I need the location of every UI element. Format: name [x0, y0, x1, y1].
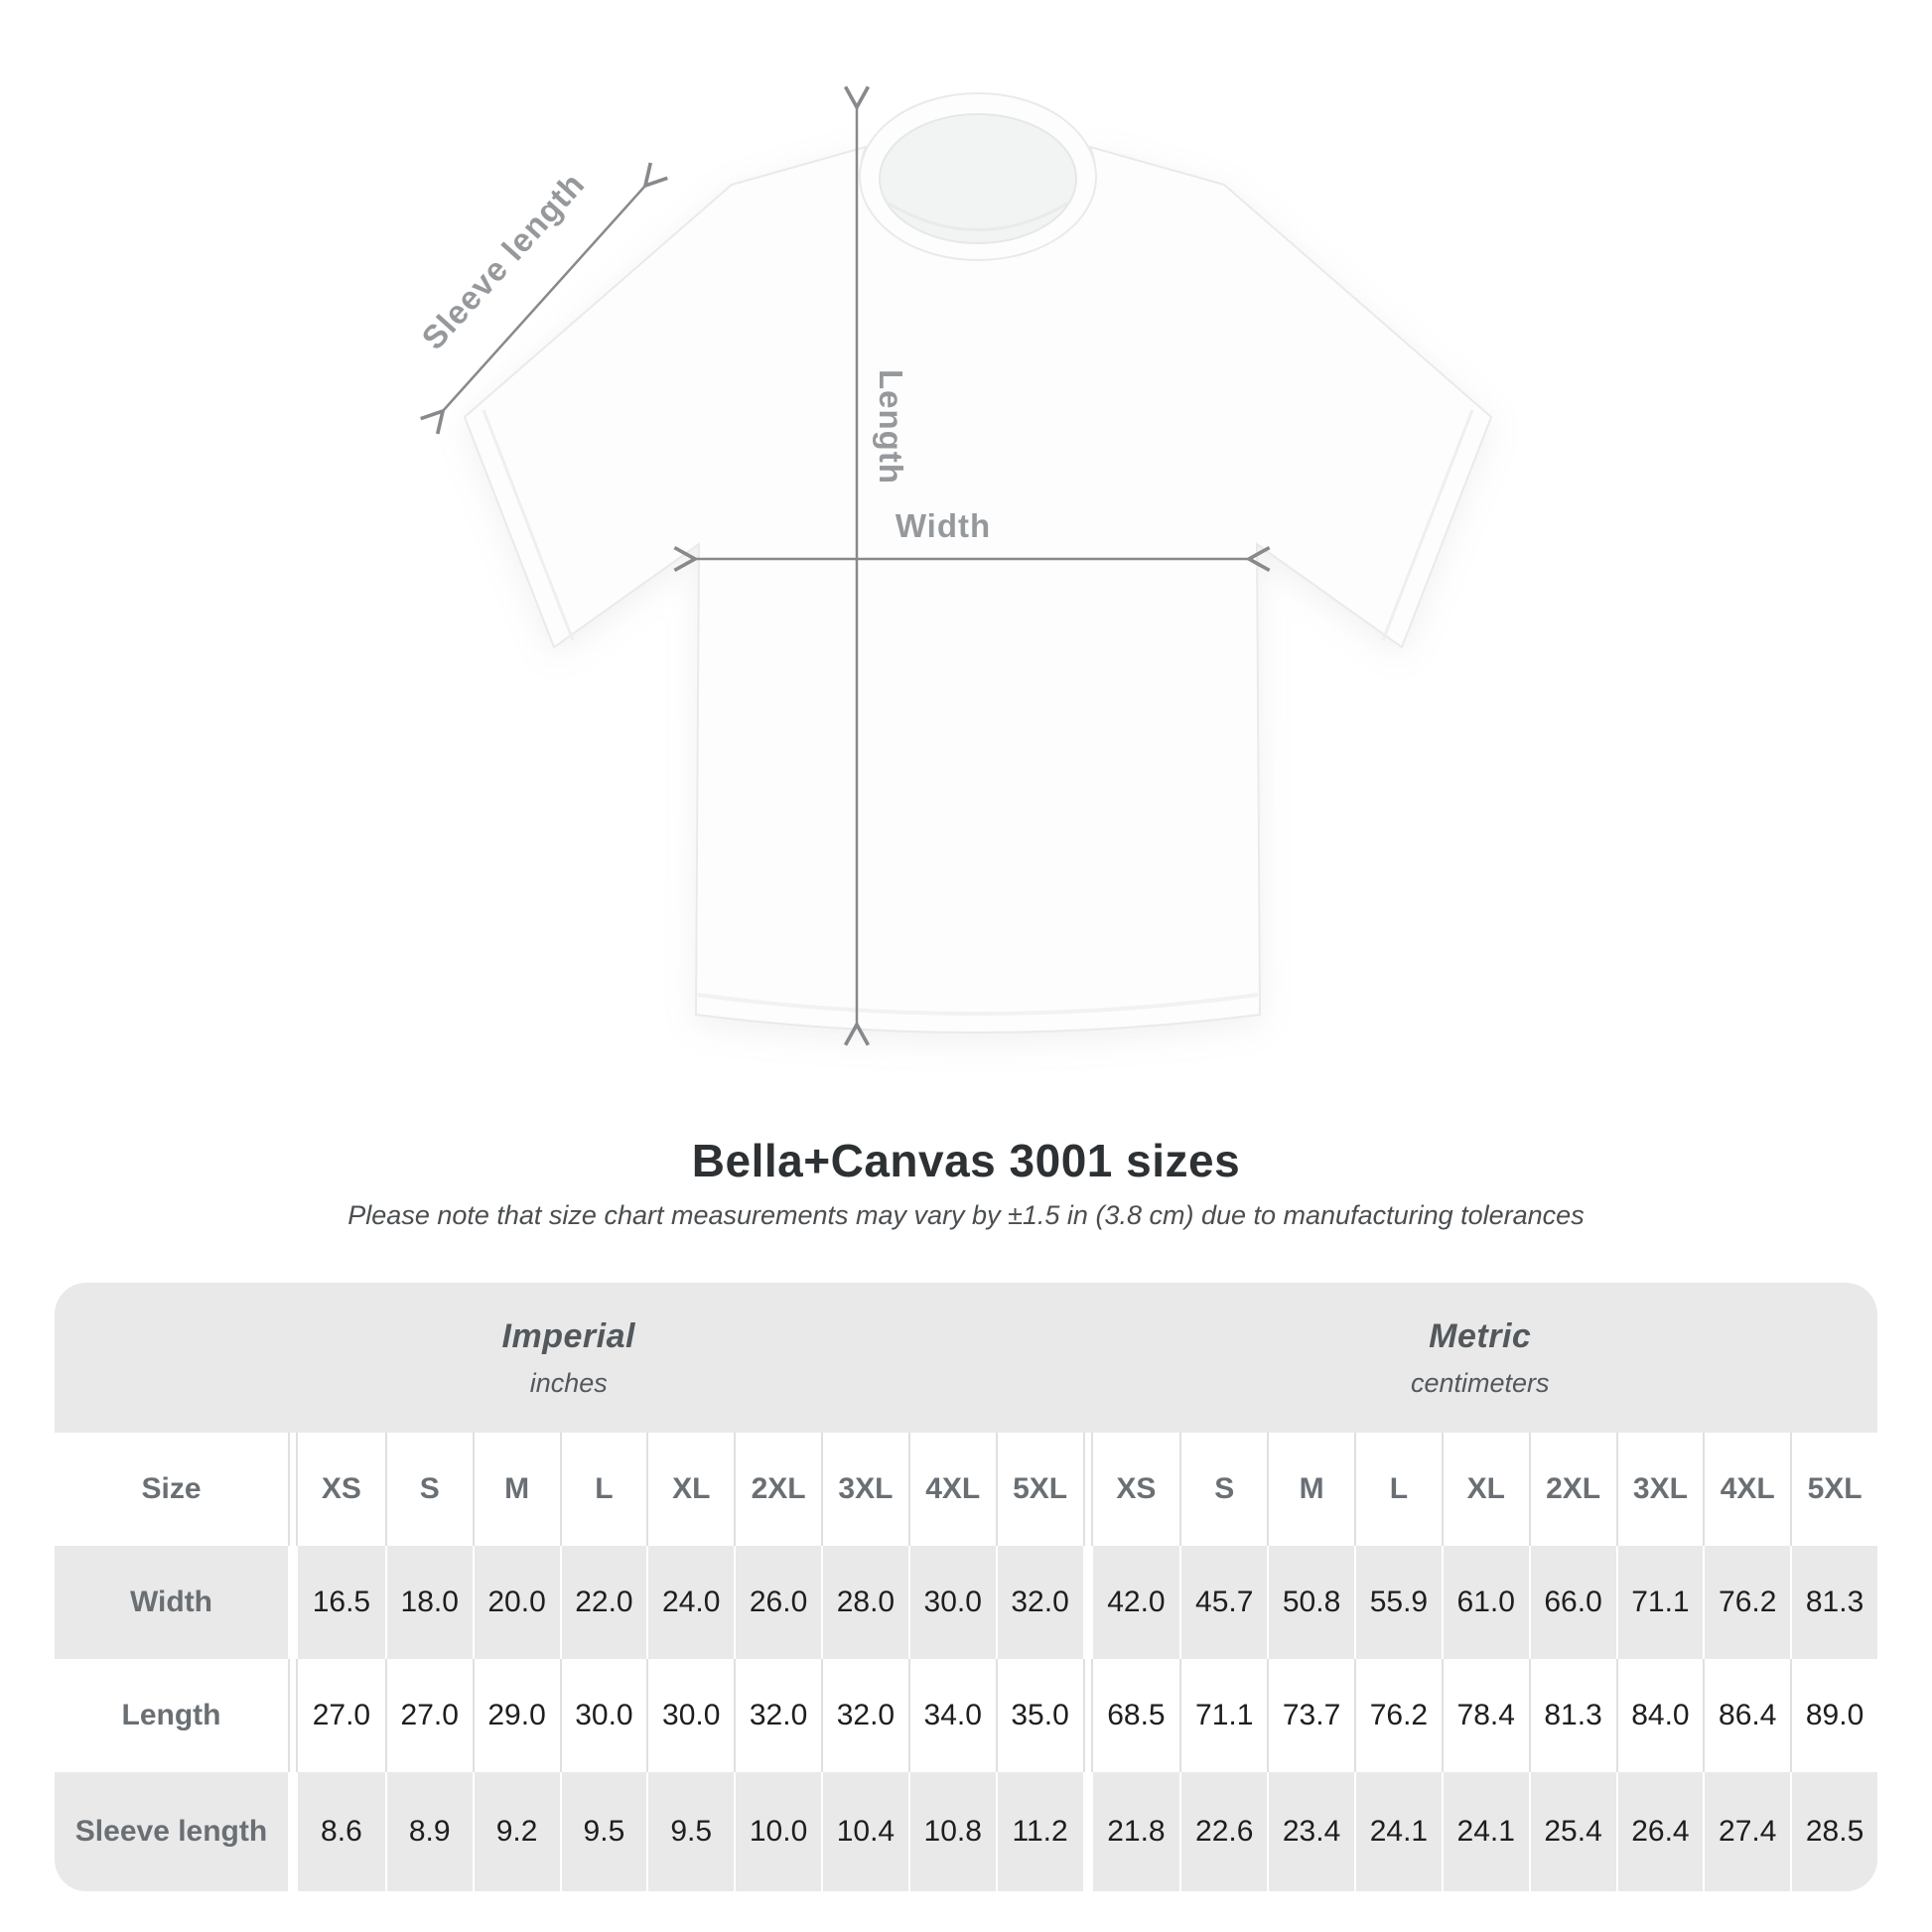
value-cell: 30.0: [560, 1659, 647, 1772]
value-cell: 84.0: [1616, 1659, 1704, 1772]
value-cell: 26.0: [734, 1546, 821, 1659]
metric-unit: centimeters: [1410, 1367, 1550, 1398]
value-cell: 61.0: [1442, 1546, 1529, 1659]
value-cell: 30.0: [646, 1659, 734, 1772]
size-table: [55, 1283, 1877, 1891]
width-label: Width: [895, 507, 992, 544]
table-header-row: [55, 1433, 1877, 1546]
imperial-label: Imperial: [501, 1316, 635, 1355]
value-cell: 21.8: [1093, 1772, 1180, 1891]
size-col-header-metric-5xl: 5XL: [1790, 1433, 1877, 1546]
value-cell: 29.0: [473, 1659, 560, 1772]
size-col-header-imperial-5xl: 5XL: [996, 1433, 1083, 1546]
page-title: Bella+Canvas 3001 sizes: [691, 1135, 1241, 1186]
value-cell: 26.4: [1616, 1772, 1704, 1891]
value-cell: 11.2: [996, 1772, 1083, 1891]
value-cell: 32.0: [734, 1659, 821, 1772]
collar-opening: [880, 114, 1076, 243]
size-column-header: Size: [55, 1433, 288, 1546]
value-cell: 24.1: [1354, 1772, 1442, 1891]
value-cell: 20.0: [473, 1546, 560, 1659]
value-cell: 22.0: [560, 1546, 647, 1659]
value-cell: 66.0: [1529, 1546, 1616, 1659]
value-cell: 55.9: [1354, 1546, 1442, 1659]
column-group-gap: [1083, 1772, 1093, 1891]
value-cell: 8.9: [385, 1772, 473, 1891]
value-cell: 10.4: [821, 1772, 908, 1891]
column-group-gap: [1083, 1659, 1093, 1772]
value-cell: 9.5: [560, 1772, 647, 1891]
value-cell: 27.4: [1703, 1772, 1790, 1891]
table-row-sleeve-length: [55, 1772, 1877, 1891]
size-col-header-metric-m: M: [1267, 1433, 1354, 1546]
value-cell: 32.0: [821, 1659, 908, 1772]
metric-group-header: [1083, 1283, 1878, 1433]
size-col-header-metric-xs: XS: [1093, 1433, 1180, 1546]
table-row-length: [55, 1659, 1877, 1772]
column-group-gap: [288, 1772, 298, 1891]
size-col-header-imperial-4xl: 4XL: [908, 1433, 996, 1546]
value-cell: 24.1: [1442, 1772, 1529, 1891]
value-cell: 32.0: [996, 1546, 1083, 1659]
value-cell: 16.5: [298, 1546, 385, 1659]
value-cell: 89.0: [1790, 1659, 1877, 1772]
value-cell: 35.0: [996, 1659, 1083, 1772]
value-cell: 50.8: [1267, 1546, 1354, 1659]
table-row-width: [55, 1546, 1877, 1659]
imperial-group-header: [55, 1283, 1083, 1433]
sleeve-length-label: Sleeve length: [414, 165, 592, 356]
value-cell: 28.5: [1790, 1772, 1877, 1891]
column-group-gap: [288, 1659, 298, 1772]
value-cell: 81.3: [1790, 1546, 1877, 1659]
value-cell: 81.3: [1529, 1659, 1616, 1772]
size-col-header-imperial-3xl: 3XL: [821, 1433, 908, 1546]
value-cell: 45.7: [1179, 1546, 1267, 1659]
column-group-gap: [1083, 1546, 1093, 1659]
size-col-header-metric-s: S: [1179, 1433, 1267, 1546]
value-cell: 30.0: [908, 1546, 996, 1659]
value-cell: 28.0: [821, 1546, 908, 1659]
imperial-unit: inches: [529, 1367, 608, 1398]
value-cell: 25.4: [1529, 1772, 1616, 1891]
value-cell: 71.1: [1616, 1546, 1704, 1659]
size-col-header-metric-l: L: [1354, 1433, 1442, 1546]
value-cell: 9.2: [473, 1772, 560, 1891]
value-cell: 78.4: [1442, 1659, 1529, 1772]
row-label-length: Length: [55, 1659, 288, 1772]
size-col-header-metric-4xl: 4XL: [1703, 1433, 1790, 1546]
value-cell: 68.5: [1093, 1659, 1180, 1772]
tshirt-shape: [465, 147, 1491, 1033]
value-cell: 34.0: [908, 1659, 996, 1772]
value-cell: 10.8: [908, 1772, 996, 1891]
value-cell: 24.0: [646, 1546, 734, 1659]
value-cell: 22.6: [1179, 1772, 1267, 1891]
tolerance-note: Please note that size chart measurements may vary by ±1.5 in (3.8 cm) due to manufacturing tolerances: [347, 1200, 1585, 1231]
value-cell: 27.0: [385, 1659, 473, 1772]
column-group-gap: [288, 1433, 298, 1546]
value-cell: 86.4: [1703, 1659, 1790, 1772]
value-cell: 73.7: [1267, 1659, 1354, 1772]
size-col-header-imperial-xs: XS: [298, 1433, 385, 1546]
size-col-header-imperial-s: S: [385, 1433, 473, 1546]
column-group-gap: [288, 1546, 298, 1659]
size-col-header-imperial-2xl: 2XL: [734, 1433, 821, 1546]
size-col-header-metric-xl: XL: [1442, 1433, 1529, 1546]
value-cell: 8.6: [298, 1772, 385, 1891]
value-cell: 42.0: [1093, 1546, 1180, 1659]
value-cell: 76.2: [1703, 1546, 1790, 1659]
size-col-header-imperial-xl: XL: [646, 1433, 734, 1546]
value-cell: 10.0: [734, 1772, 821, 1891]
value-cell: 76.2: [1354, 1659, 1442, 1772]
value-cell: 23.4: [1267, 1772, 1354, 1891]
length-label: Length: [873, 369, 909, 484]
units-band: [55, 1283, 1877, 1433]
size-col-header-metric-3xl: 3XL: [1616, 1433, 1704, 1546]
column-group-gap: [1083, 1433, 1093, 1546]
row-label-width: Width: [55, 1546, 288, 1659]
size-col-header-metric-2xl: 2XL: [1529, 1433, 1616, 1546]
row-label-sleeve-length: Sleeve length: [55, 1772, 288, 1891]
value-cell: 71.1: [1179, 1659, 1267, 1772]
value-cell: 18.0: [385, 1546, 473, 1659]
size-col-header-imperial-m: M: [473, 1433, 560, 1546]
value-cell: 9.5: [646, 1772, 734, 1891]
metric-label: Metric: [1429, 1316, 1532, 1355]
value-cell: 27.0: [298, 1659, 385, 1772]
size-col-header-imperial-l: L: [560, 1433, 647, 1546]
